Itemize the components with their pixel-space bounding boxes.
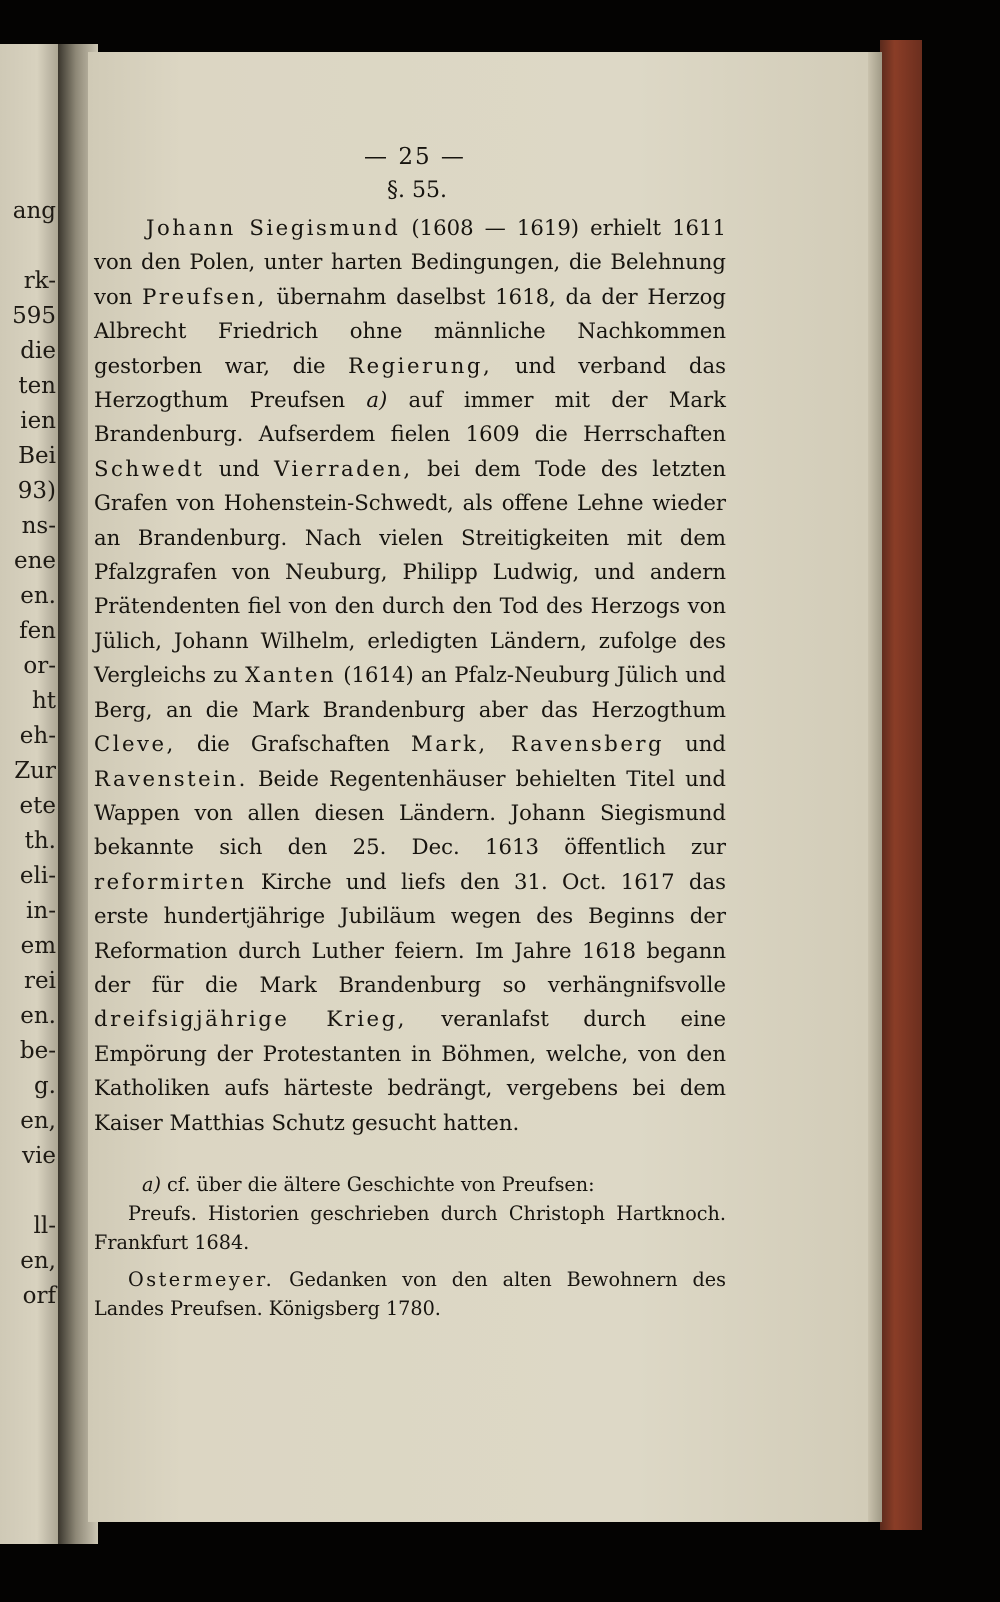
spaced-name: Johann Siegismund [146, 215, 401, 240]
text-run: und verband das Herzogthum Preufsen [94, 352, 726, 413]
main-paragraph [94, 211, 726, 1140]
footnote-entry: Preufs. Historien geschrieben durch Christoph Hartknoch. Frankfurt 1684. [94, 1201, 726, 1254]
spaced-name: Preufsen, [142, 283, 267, 309]
text-run: die Grafschaften [175, 731, 412, 757]
spaced-name: Ravenstein. [94, 765, 248, 791]
spaced-name: Ostermeyer. [128, 1267, 275, 1291]
text-run: Kirche und liefs den 31. Oct. 1617 das erste hundertjährige Jubiläum wegen des Beginns der Reformation durch Luther feiern. Im Jahre 1618 begann der für die Mark Brandenburg so verhängnifsvolle [94, 868, 726, 997]
text-run: (1614) an Pfalz-Neuburg Jülich und Berg, an die Mark Brandenburg aber das Herzogthum [94, 662, 726, 722]
text-run: und [204, 455, 275, 481]
footnote-marker: a) [142, 1172, 161, 1196]
right-page [88, 52, 868, 1522]
spaced-name: Vierraden, [274, 455, 413, 481]
spaced-name: Cleve, [94, 731, 176, 757]
text-run: übernahm daselbst 1618, da der Herzog Albrecht Friedrich ohne männliche Nachkommen gestorben war, die [94, 283, 727, 378]
footnote-intro [94, 1170, 726, 1199]
text-run: auf immer mit der Mark Brandenburg. Aufserdem fielen 1609 die Herrschaften [94, 387, 726, 447]
page-number: — 25 — [364, 144, 466, 170]
left-page-text: ang rk- 595 die ten ien Bei 93) ns- ene en. fen or- ht eh- Zur ete th. eli- in- em rei en. be- g. en, vie ll- en, orf [12, 198, 56, 1309]
spaced-name: reformirten [94, 868, 247, 894]
footnotes [94, 1170, 726, 1323]
page-text-block [94, 144, 726, 1323]
spaced-name: Regierung, [348, 352, 493, 378]
left-page [0, 44, 62, 1544]
text-run: Beide Regentenhäuser behielten Titel und Wappen von allen diesen Ländern. Johann Siegismund bekannte sich den 25. Dec. 1613 öffentlich zur [94, 765, 726, 860]
text-run: und [664, 731, 726, 757]
footnote-intro-text: cf. über die ältere Geschichte von Preufsen: [160, 1172, 595, 1196]
text-run: veranlafst durch eine Empörung der Protestanten in Böhmen, welche, von den Katholiken aufs härteste bedrängt, vergebens bei dem Kaiser Matthias Schutz gesucht hatten. [94, 1006, 726, 1135]
spaced-name: Mark, Ravensberg [411, 731, 665, 757]
book-cover-edge [880, 40, 922, 1530]
page-edge [866, 52, 882, 1522]
text-run: bei dem Tode des letzten Grafen von Hohenstein-Schwedt, als offene Lehne wieder an Brandenburg. Nach vielen Streitigkeiten mit dem Pfalzgrafen von Neuburg, Philipp Ludwig, und andern Prätendenten fiel von den durch den Tod des Herzogs von Jülich, Johann Wilhelm, erledigten Ländern, zufolge des Vergleichs zu [94, 455, 726, 688]
footnote-entry [94, 1265, 726, 1323]
text-run: Gedanken von den alten Bewohnern des Landes Preufsen. Königsberg 1780. [94, 1267, 726, 1320]
spaced-name: dreifsigjährige Krieg, [94, 1006, 407, 1032]
text-run: (1608 — 1619) erhielt 1611 von den Polen, unter harten Bedingungen, die Belehnung von [94, 215, 726, 309]
spaced-name: Xanten [245, 662, 337, 688]
footnote-reference: a) [366, 387, 388, 413]
spaced-name: Schwedt [94, 455, 205, 481]
section-heading: §. 55. [387, 178, 447, 203]
